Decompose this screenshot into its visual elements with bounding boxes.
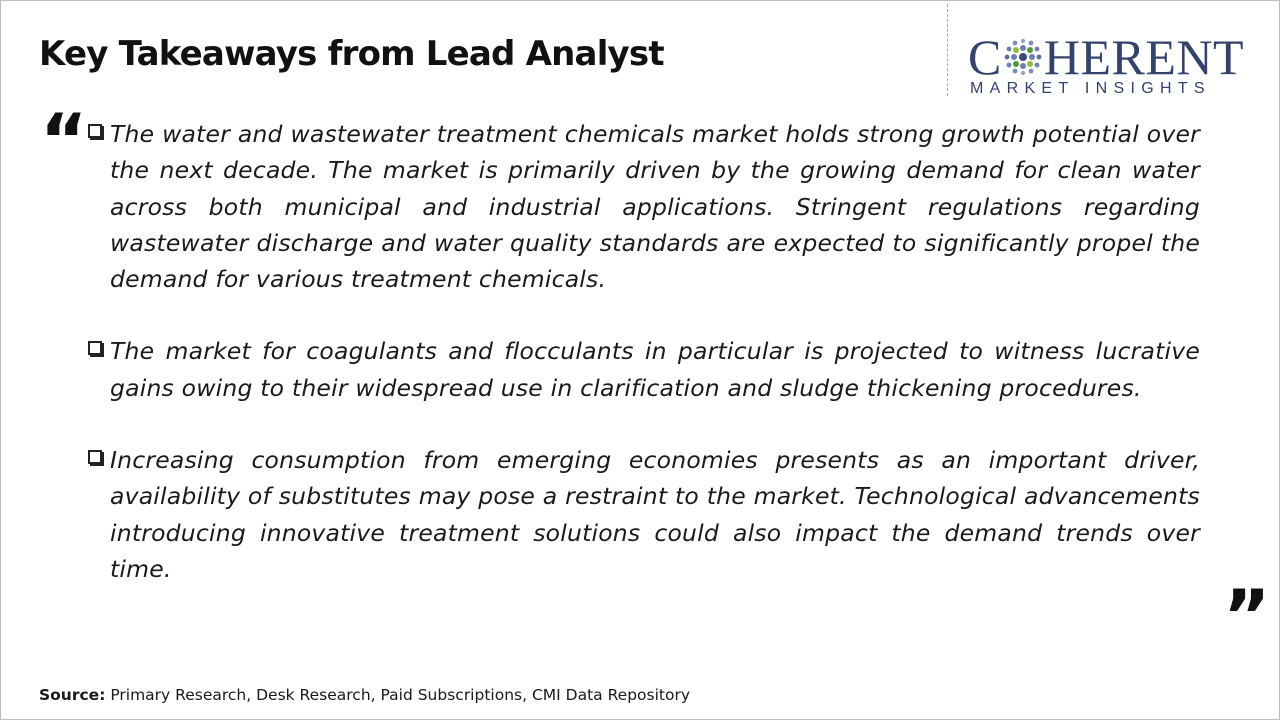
logo-wordmark	[968, 30, 1244, 84]
list-item	[86, 442, 1200, 587]
logo-divider	[947, 4, 948, 96]
company-logo	[968, 30, 1264, 100]
checkbox-bullet-icon	[88, 124, 102, 138]
logo-orb-icon	[1003, 37, 1043, 77]
logo-word-right: HERENT	[1043, 29, 1245, 85]
open-quote-icon: “	[40, 98, 88, 182]
source-note	[39, 686, 690, 704]
checkbox-bullet-icon	[88, 450, 102, 464]
source-text: Primary Research, Desk Research, Paid Subscriptions, CMI Data Repository	[105, 686, 691, 704]
logo-subtitle: MARKET INSIGHTS	[970, 80, 1211, 97]
takeaway-text: The water and wastewater treatment chemicals market holds strong growth potential over the next decade. The market is primarily driven by the growing demand for clean water across both municipal and industrial applications. Stringent regulations regarding wastewater discharge and water quality standards are expected to significantly propel the demand for various treatment chemicals.	[110, 120, 1200, 294]
page-title: Key Takeaways from Lead Analyst	[39, 34, 664, 74]
checkbox-bullet-icon	[88, 341, 102, 355]
close-quote-icon: ”	[1223, 574, 1271, 658]
source-label: Source:	[39, 686, 106, 704]
list-item	[86, 333, 1200, 406]
takeaway-text: Increasing consumption from emerging economies presents as an important driver, availability of substitutes may pose a restraint to the market. Technological advancements introducing innovative treatment solutions could also impact the demand trends over time.	[110, 446, 1200, 583]
takeaway-text: The market for coagulants and flocculants in particular is projected to witness lucrative gains owing to their widespread use in clarification and sludge thickening procedures.	[110, 337, 1200, 402]
takeaways-list	[86, 116, 1200, 623]
list-item	[86, 116, 1200, 297]
logo-word-left: C	[968, 29, 1002, 85]
